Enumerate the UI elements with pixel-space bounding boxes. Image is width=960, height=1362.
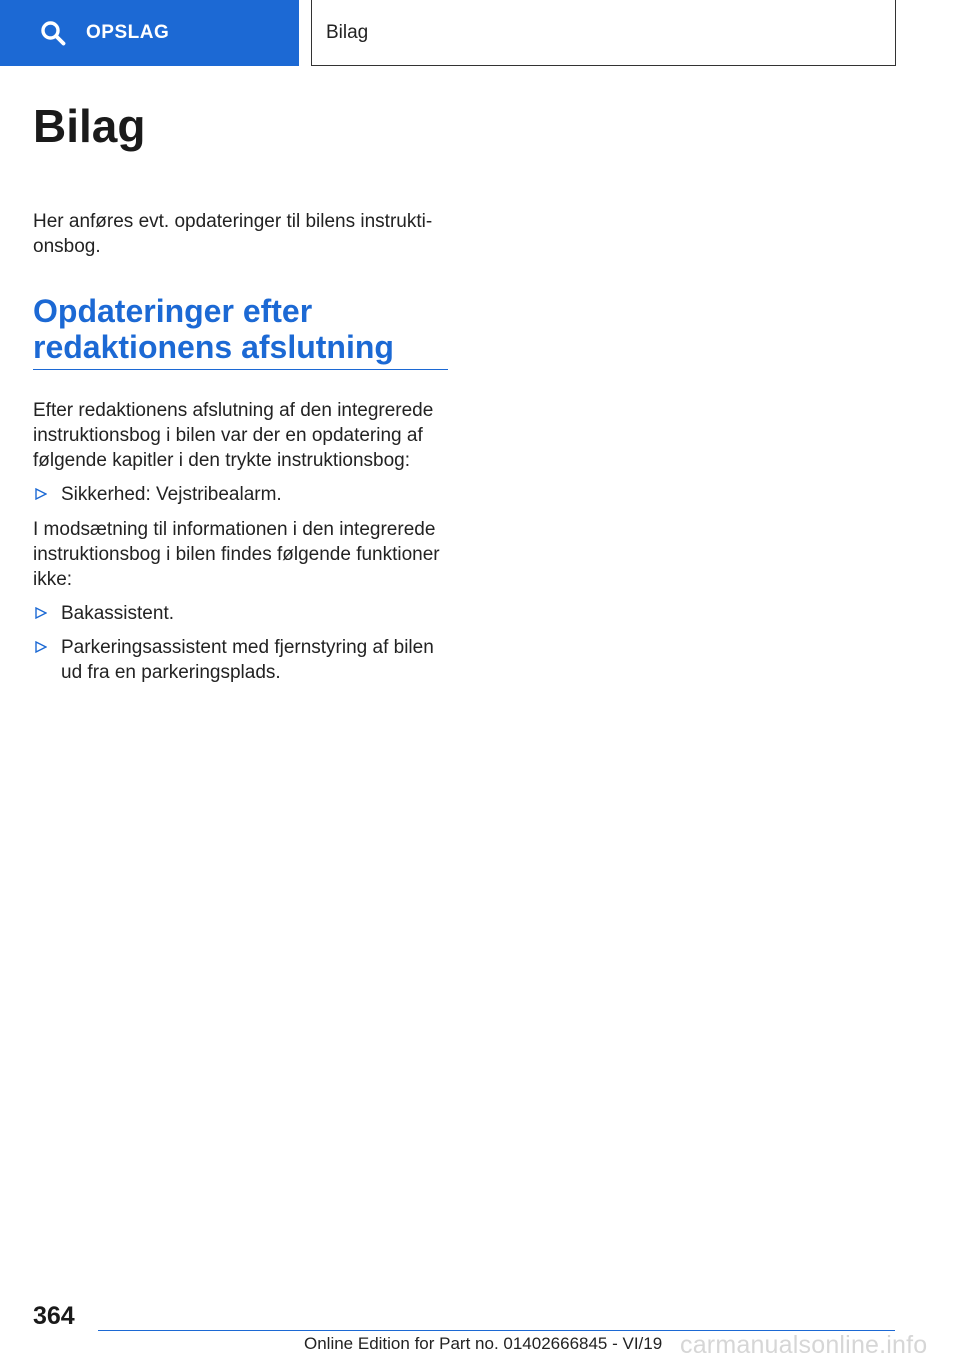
section-heading: Opdateringer efter redaktionens afslutning <box>33 293 448 370</box>
bullet-list-1 <box>33 482 448 507</box>
list-item <box>33 482 448 507</box>
triangle-bullet-icon <box>35 641 47 653</box>
list-item-text: Bakassistent. <box>61 603 174 624</box>
page-title: Bilag <box>33 100 146 152</box>
section-tab-label: OPSLAG <box>86 22 170 43</box>
page-number: 364 <box>33 1302 75 1330</box>
chapter-tab-label: Bilag <box>326 21 369 43</box>
list-item <box>33 601 448 626</box>
triangle-bullet-icon <box>35 488 47 500</box>
footer-edition: Online Edition for Part no. 01402666845 - VI/19 <box>304 1334 663 1353</box>
intro-paragraph: Her anføres evt. opdateringer til bilens instrukti-onsbog. <box>33 211 433 257</box>
section-tab[interactable] <box>0 0 299 66</box>
section-paragraph-1: Efter redaktionens afslutning af den integrerede instruktionsbog i bilen var der en opdatering af følgende kapitler i den trykte instruktionsbog: <box>33 400 434 471</box>
page-content <box>33 95 448 695</box>
search-icon <box>40 20 66 46</box>
section-paragraph-2: I modsætning til informationen i den integrerede instruktionsbog i bilen findes følgende funktioner ikke: <box>33 519 440 590</box>
list-item-text: Sikkerhed: Vejstribealarm. <box>61 484 282 505</box>
bullet-list-2 <box>33 601 448 685</box>
list-item-text: Parkeringsassistent med fjernstyring af bilen ud fra en parkeringsplads. <box>61 637 434 683</box>
triangle-bullet-icon <box>35 607 47 619</box>
list-item <box>33 635 448 685</box>
chapter-tab[interactable] <box>311 0 896 66</box>
watermark: carmanualsonline.info <box>680 1331 928 1359</box>
